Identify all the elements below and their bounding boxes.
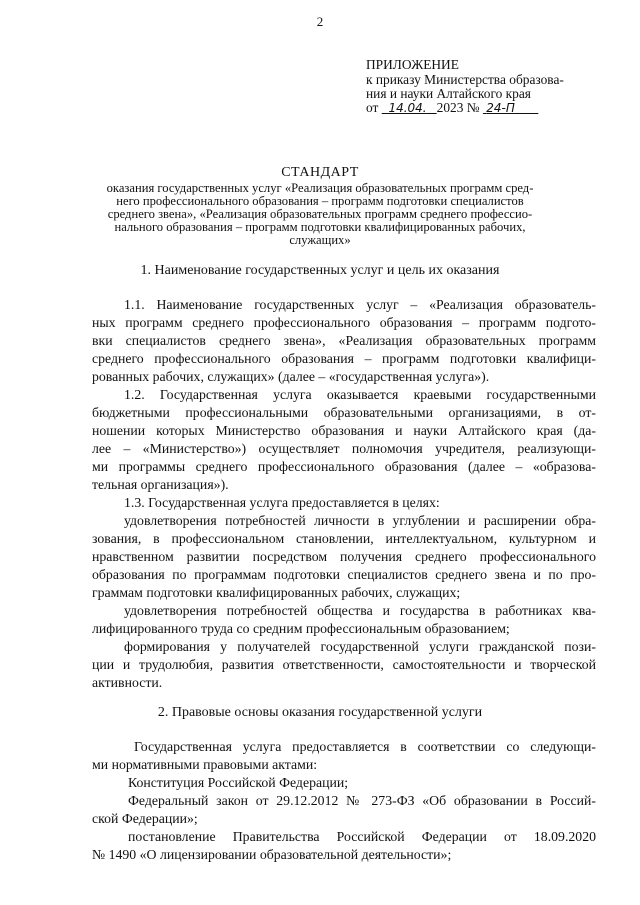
section-2-line: постановление Правительства Российской Федерации от 18.09.2020	[128, 829, 596, 844]
section-2-line: ской Федерации»;	[92, 811, 198, 826]
date-prefix: от	[366, 100, 379, 115]
section-1-line: 1.2. Государственная услуга оказывается краевыми государственными	[124, 387, 596, 402]
appendix-title: ПРИЛОЖЕНИЕ	[366, 57, 459, 72]
section-2-heading: 2. Правовые основы оказания государственной услуги	[157, 705, 483, 720]
title-line-4: нального образования – программ подготовки квалифицированных рабочих,	[114, 220, 526, 234]
section-1-line: вки специалистов среднего звена», «Реализация образовательных программ	[92, 333, 596, 348]
page-number: 2	[316, 14, 324, 29]
title-line-2: него профессионального образования – программ подготовки специалистов	[116, 194, 524, 208]
title-line-1: оказания государственных услуг «Реализация образовательных программ сред-	[106, 181, 534, 195]
appendix-line-2: ния и науки Алтайского края	[366, 86, 531, 101]
section-2-line: ми нормативными правовыми актами:	[92, 757, 318, 772]
section-1-line: ношении которых Министерство образования и науки Алтайского края (да-	[92, 423, 596, 438]
section-1-line: ции и трудолюбия, развития ответственности, самостоятельности и творческой	[92, 657, 596, 672]
title-line-5: служащих»	[289, 233, 351, 247]
section-2-line: № 1490 «О лицензировании образовательной деятельности»;	[92, 847, 452, 862]
appendix-date-line	[366, 101, 538, 115]
section-1-line: граммам подготовки квалифицированных рабочих, служащих;	[92, 585, 461, 600]
section-1-line: тельная организация»).	[92, 477, 229, 492]
date-underline	[382, 100, 437, 115]
section-1-line: нравственном развитии посредством получения среднего профессионального	[92, 549, 596, 564]
handwritten-date: 14.04.	[388, 101, 427, 115]
section-1-line: удовлетворения потребностей общества и государства в работниках ква-	[124, 603, 596, 618]
section-1-line: 1.1. Наименование государственных услуг – «Реализация образователь-	[124, 297, 596, 312]
section-2-line: Конституция Российской Федерации;	[128, 775, 349, 790]
document-title: СТАНДАРТ	[281, 165, 359, 180]
section-1-line: рованных рабочих, служащих» (далее – «государственная услуга»).	[92, 369, 490, 384]
section-1-line: активности.	[92, 675, 163, 690]
handwritten-number: 24-П	[486, 101, 515, 115]
section-1-line: бюджетными профессиональными образовательными организациями, в от-	[92, 405, 596, 420]
section-1-line: образования по программам подготовки специалистов среднего звена и по про-	[92, 567, 596, 582]
section-1-line: 1.3. Государственная услуга предоставляется в целях:	[124, 495, 440, 510]
section-1-line: удовлетворения потребностей личности в углублении и расширении обра-	[124, 513, 596, 528]
section-1-line: ных программ среднего профессионального образования – программ подгото-	[92, 315, 596, 330]
section-2-line: Государственная услуга предоставляется в соответствии со следующи-	[134, 739, 596, 754]
section-1-heading: 1. Наименование государственных услуг и цель их оказания	[140, 263, 500, 278]
year-number-label: 2023 №	[436, 100, 480, 115]
section-1-line: лифицированного труда со средним профессиональным образованием;	[92, 621, 510, 636]
appendix-line-1: к приказу Министерства образова-	[366, 72, 564, 87]
section-2-line: Федеральный закон от 29.12.2012 № 273-ФЗ «Об образовании в Россий-	[128, 793, 596, 808]
section-1-line: формирования у получателей государственной услуги гражданской пози-	[124, 639, 596, 654]
section-1-line: зования, в профессиональном становлении, интеллектуальном, культурном и	[92, 531, 596, 546]
title-line-3: среднего звена», «Реализация образовательных программ среднего профессио-	[107, 207, 533, 221]
section-1-line: среднего профессионального образования – программ подготовки квалифици-	[92, 351, 596, 366]
section-1-line: ми программы среднего профессионального образования (далее – «образова-	[92, 459, 596, 474]
number-underline	[483, 100, 538, 115]
section-1-line: лее – «Министерство») осуществляет полномочия учредителя, реализующи-	[92, 441, 596, 456]
